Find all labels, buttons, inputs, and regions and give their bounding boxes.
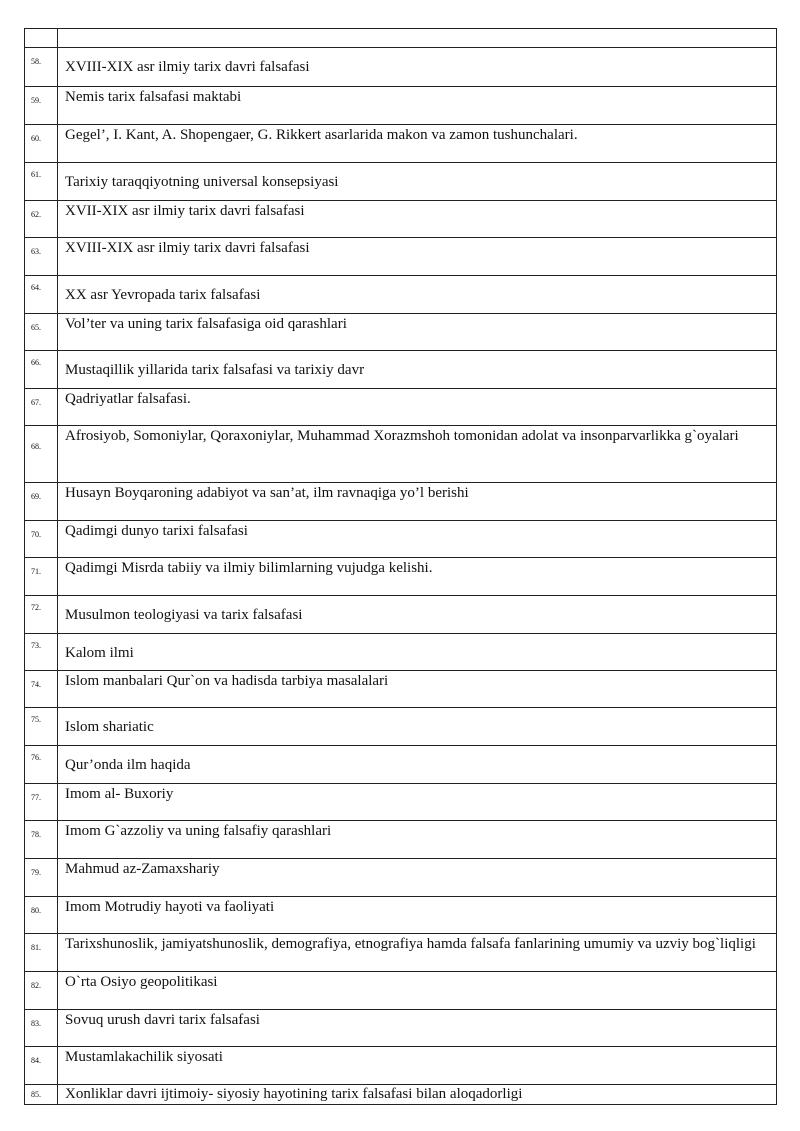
row-number: 77. <box>25 784 58 821</box>
table-row <box>25 163 777 201</box>
row-number: 73. <box>25 634 58 671</box>
table-row <box>25 1085 777 1105</box>
row-number: 82. <box>25 972 58 1010</box>
row-number: 75. <box>25 708 58 746</box>
table-row <box>25 276 777 314</box>
topic-text: Imom Motrudiy hayoti va faoliyati <box>58 897 777 934</box>
table-row <box>25 558 777 596</box>
row-number: 81. <box>25 934 58 972</box>
table-row <box>25 671 777 708</box>
topic-text: Vol’ter va uning tarix falsafasiga oid qarashlari <box>58 314 777 351</box>
table-row <box>25 821 777 859</box>
row-number: 76. <box>25 746 58 784</box>
table-row <box>25 201 777 238</box>
row-number: 71. <box>25 558 58 596</box>
topic-text: Mahmud az-Zamaxshariy <box>58 859 777 897</box>
topic-text: Qadriyatlar falsafasi. <box>58 389 777 426</box>
table-row <box>25 238 777 276</box>
topic-text: Islom manbalari Qur`on va hadisda tarbiya masalalari <box>58 671 777 708</box>
row-number: 59. <box>25 87 58 125</box>
table-row <box>25 48 777 87</box>
topic-text: Musulmon teologiyasi va tarix falsafasi <box>58 596 777 634</box>
topic-text: Qur’onda ilm haqida <box>58 746 777 784</box>
topic-text: Xonliklar davri ijtimoiy- siyosiy hayotining tarix falsafasi bilan aloqadorligi <box>58 1085 777 1105</box>
row-number: 60. <box>25 125 58 163</box>
topic-text: Qadimgi Misrda tabiiy va ilmiy bilimlarning vujudga kelishi. <box>58 558 777 596</box>
topic-text: XX asr Yevropada tarix falsafasi <box>58 276 777 314</box>
topic-text: XVIII-XIX asr ilmiy tarix davri falsafasi <box>58 238 777 276</box>
row-number: 85. <box>25 1085 58 1105</box>
row-number: 67. <box>25 389 58 426</box>
topic-text: Afrosiyob, Somoniylar, Qoraxoniylar, Muhammad Xorazmshoh tomonidan adolat va insonparvarlikka g`oyalari <box>58 426 777 483</box>
table-row <box>25 314 777 351</box>
topic-text: XVIII-XIX asr ilmiy tarix davri falsafasi <box>58 48 777 87</box>
table-row <box>25 1010 777 1047</box>
topic-text: Mustamlakachilik siyosati <box>58 1047 777 1085</box>
topic-text: Sovuq urush davri tarix falsafasi <box>58 1010 777 1047</box>
topic-text: Husayn Boyqaroning adabiyot va san’at, ilm ravnaqiga yo’l berishi <box>58 483 777 521</box>
topic-text: Tarixiy taraqqiyotning universal konsepsiyasi <box>58 163 777 201</box>
table-header-row <box>25 29 777 48</box>
table-row <box>25 87 777 125</box>
topic-text: Imom al- Buxoriy <box>58 784 777 821</box>
empty-cell <box>25 29 58 48</box>
row-number: 64. <box>25 276 58 314</box>
topic-text: Gegel’, I. Kant, A. Shopengaer, G. Rikkert asarlarida makon va zamon tushunchalari. <box>58 125 777 163</box>
row-number: 74. <box>25 671 58 708</box>
table-row <box>25 897 777 934</box>
table-row <box>25 1047 777 1085</box>
row-number: 78. <box>25 821 58 859</box>
table-row <box>25 351 777 389</box>
table-row <box>25 708 777 746</box>
row-number: 69. <box>25 483 58 521</box>
table-row <box>25 521 777 558</box>
table-row <box>25 426 777 483</box>
topic-text: Qadimgi dunyo tarixi falsafasi <box>58 521 777 558</box>
row-number: 65. <box>25 314 58 351</box>
row-number: 61. <box>25 163 58 201</box>
topic-text: Tarixshunoslik, jamiyatshunoslik, demografiya, etnografiya hamda falsafa fanlarining umumiy va uzviy bog`liqligi <box>58 934 777 972</box>
topic-text: Kalom ilmi <box>58 634 777 671</box>
topic-text: Nemis tarix falsafasi maktabi <box>58 87 777 125</box>
table-row <box>25 784 777 821</box>
table-row <box>25 934 777 972</box>
topic-text: XVII-XIX asr ilmiy tarix davri falsafasi <box>58 201 777 238</box>
table-row <box>25 972 777 1010</box>
table-row <box>25 389 777 426</box>
row-number: 84. <box>25 1047 58 1085</box>
table-row <box>25 746 777 784</box>
row-number: 63. <box>25 238 58 276</box>
row-number: 62. <box>25 201 58 238</box>
row-number: 58. <box>25 48 58 87</box>
table-row <box>25 125 777 163</box>
topics-table <box>24 28 777 1105</box>
table-row <box>25 483 777 521</box>
row-number: 66. <box>25 351 58 389</box>
row-number: 72. <box>25 596 58 634</box>
table-row <box>25 859 777 897</box>
row-number: 70. <box>25 521 58 558</box>
row-number: 68. <box>25 426 58 483</box>
topic-text: Islom shariatic <box>58 708 777 746</box>
row-number: 79. <box>25 859 58 897</box>
topic-text: Mustaqillik yillarida tarix falsafasi va tarixiy davr <box>58 351 777 389</box>
row-number: 83. <box>25 1010 58 1047</box>
empty-cell <box>58 29 777 48</box>
table-row <box>25 596 777 634</box>
topic-text: Imom G`azzoliy va uning falsafiy qarashlari <box>58 821 777 859</box>
table-row <box>25 634 777 671</box>
row-number: 80. <box>25 897 58 934</box>
topic-text: O`rta Osiyo geopolitikasi <box>58 972 777 1010</box>
